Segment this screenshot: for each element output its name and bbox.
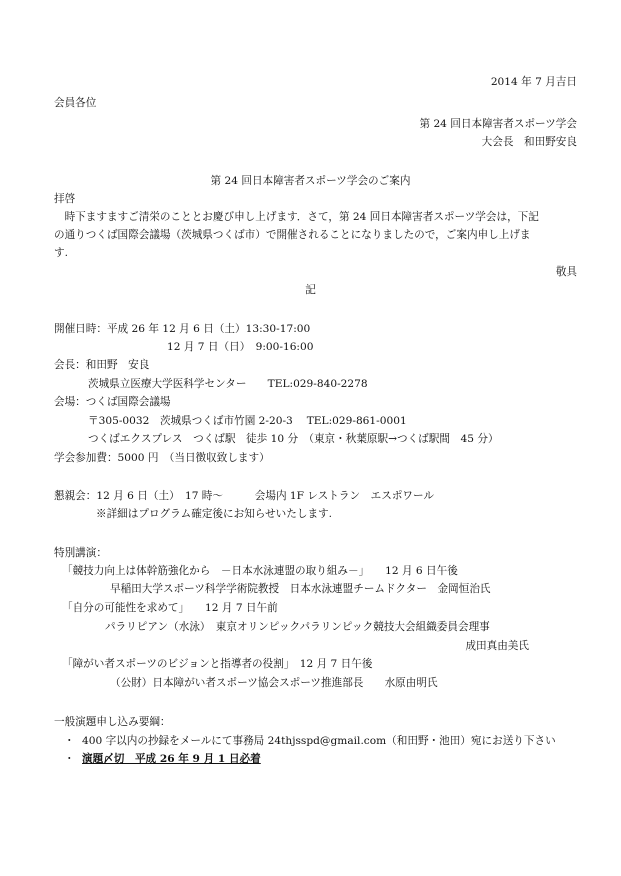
greeting: 拝啓: [54, 193, 76, 205]
addressee: 会員各位: [54, 97, 97, 109]
banquet-line: 懇親会：12 月 6 日（土） 17 時～ 会場内 1F レストラン エスポワール: [54, 490, 434, 502]
letter-date: 2014 年 7 月吉日: [490, 76, 577, 88]
document-title: 第 24 回日本障害者スポーツ学会のご案内: [210, 175, 411, 187]
event-datetime-day2: 12 月 7 日（日） 9:00-16:00: [167, 341, 314, 353]
submission-item: 400 字以内の抄録をメールにて事務局 24thjsspd@gmail.com（和田野・池田）宛にお送り下さい: [82, 735, 556, 747]
participation-fee: 学会参加費：5000 円 （当日徴収致します）: [54, 452, 270, 464]
lecture-speaker: 早稲田大学スポーツ科学学術院教授 日本水泳連盟チームドクター 金岡恒治氏: [110, 583, 491, 595]
venue-access: つくばエクスプレス つくば駅 徒歩 10 分 （東京・秋葉原駅→つくば駅間 45 分）: [88, 433, 499, 445]
lectures-heading: 特別講演：: [54, 547, 107, 559]
lecture-speaker: パラリピアン（水泳） 東京オリンピックパラリンピック競技大会組織委員会理事: [105, 621, 490, 633]
bullet-icon: ・: [64, 753, 75, 765]
lecture-title: 「自分の可能性を求めて」 12 月 7 日午前: [62, 602, 278, 614]
chair-affiliation: 茨城県立医療大学医科学センター TEL:029-840-2278: [88, 378, 368, 390]
lecture-title: 「競技力向上は体幹筋強化から －日本水泳連盟の取り組み－」 12 月 6 日午後: [62, 565, 458, 577]
sender-chair: 大会長 和田野安良: [481, 136, 577, 148]
venue-line: 会場：つくば国際会議場: [54, 396, 171, 408]
chair-line: 会長：和田野 安良: [54, 359, 150, 371]
lecture-speaker-name: 成田真由美氏: [465, 640, 529, 652]
banquet-note: ※詳細はプログラム確定後にお知らせいたします.: [96, 508, 333, 520]
submission-deadline: 演題〆切 平成 26 年 9 月 1 日必着: [82, 753, 261, 765]
sender-org: 第 24 回日本障害者スポーツ学会: [419, 118, 577, 130]
lecture-title: 「障がい者スポーツのビジョンと指導者の役割」 12 月 7 日午後: [62, 658, 373, 670]
lecture-speaker: （公財）日本障がい者スポーツ協会スポーツ推進部長 水原由明氏: [110, 677, 438, 689]
venue-address: 〒305-0032 茨城県つくば市竹園 2-20-3 TEL:029-861-0001: [88, 415, 407, 427]
body-line: の通りつくば国際会議場（茨城県つくば市）で開催されることになりましたので，ご案内申し上げま: [54, 229, 531, 241]
closing: 敬具: [555, 266, 577, 278]
submission-heading: 一般演題申し込み要綱：: [54, 716, 171, 728]
body-line: す.: [54, 247, 68, 259]
bullet-icon: ・: [64, 735, 75, 747]
body-line: 時下ますますご清栄のこととお慶び申し上げます．さて，第 24 回日本障害者スポーツ学会は，下記: [54, 211, 539, 223]
ki-mark: 記: [305, 284, 316, 296]
event-datetime: 開催日時：平成 26 年 12 月 6 日（土）13:30-17:00: [54, 323, 311, 335]
